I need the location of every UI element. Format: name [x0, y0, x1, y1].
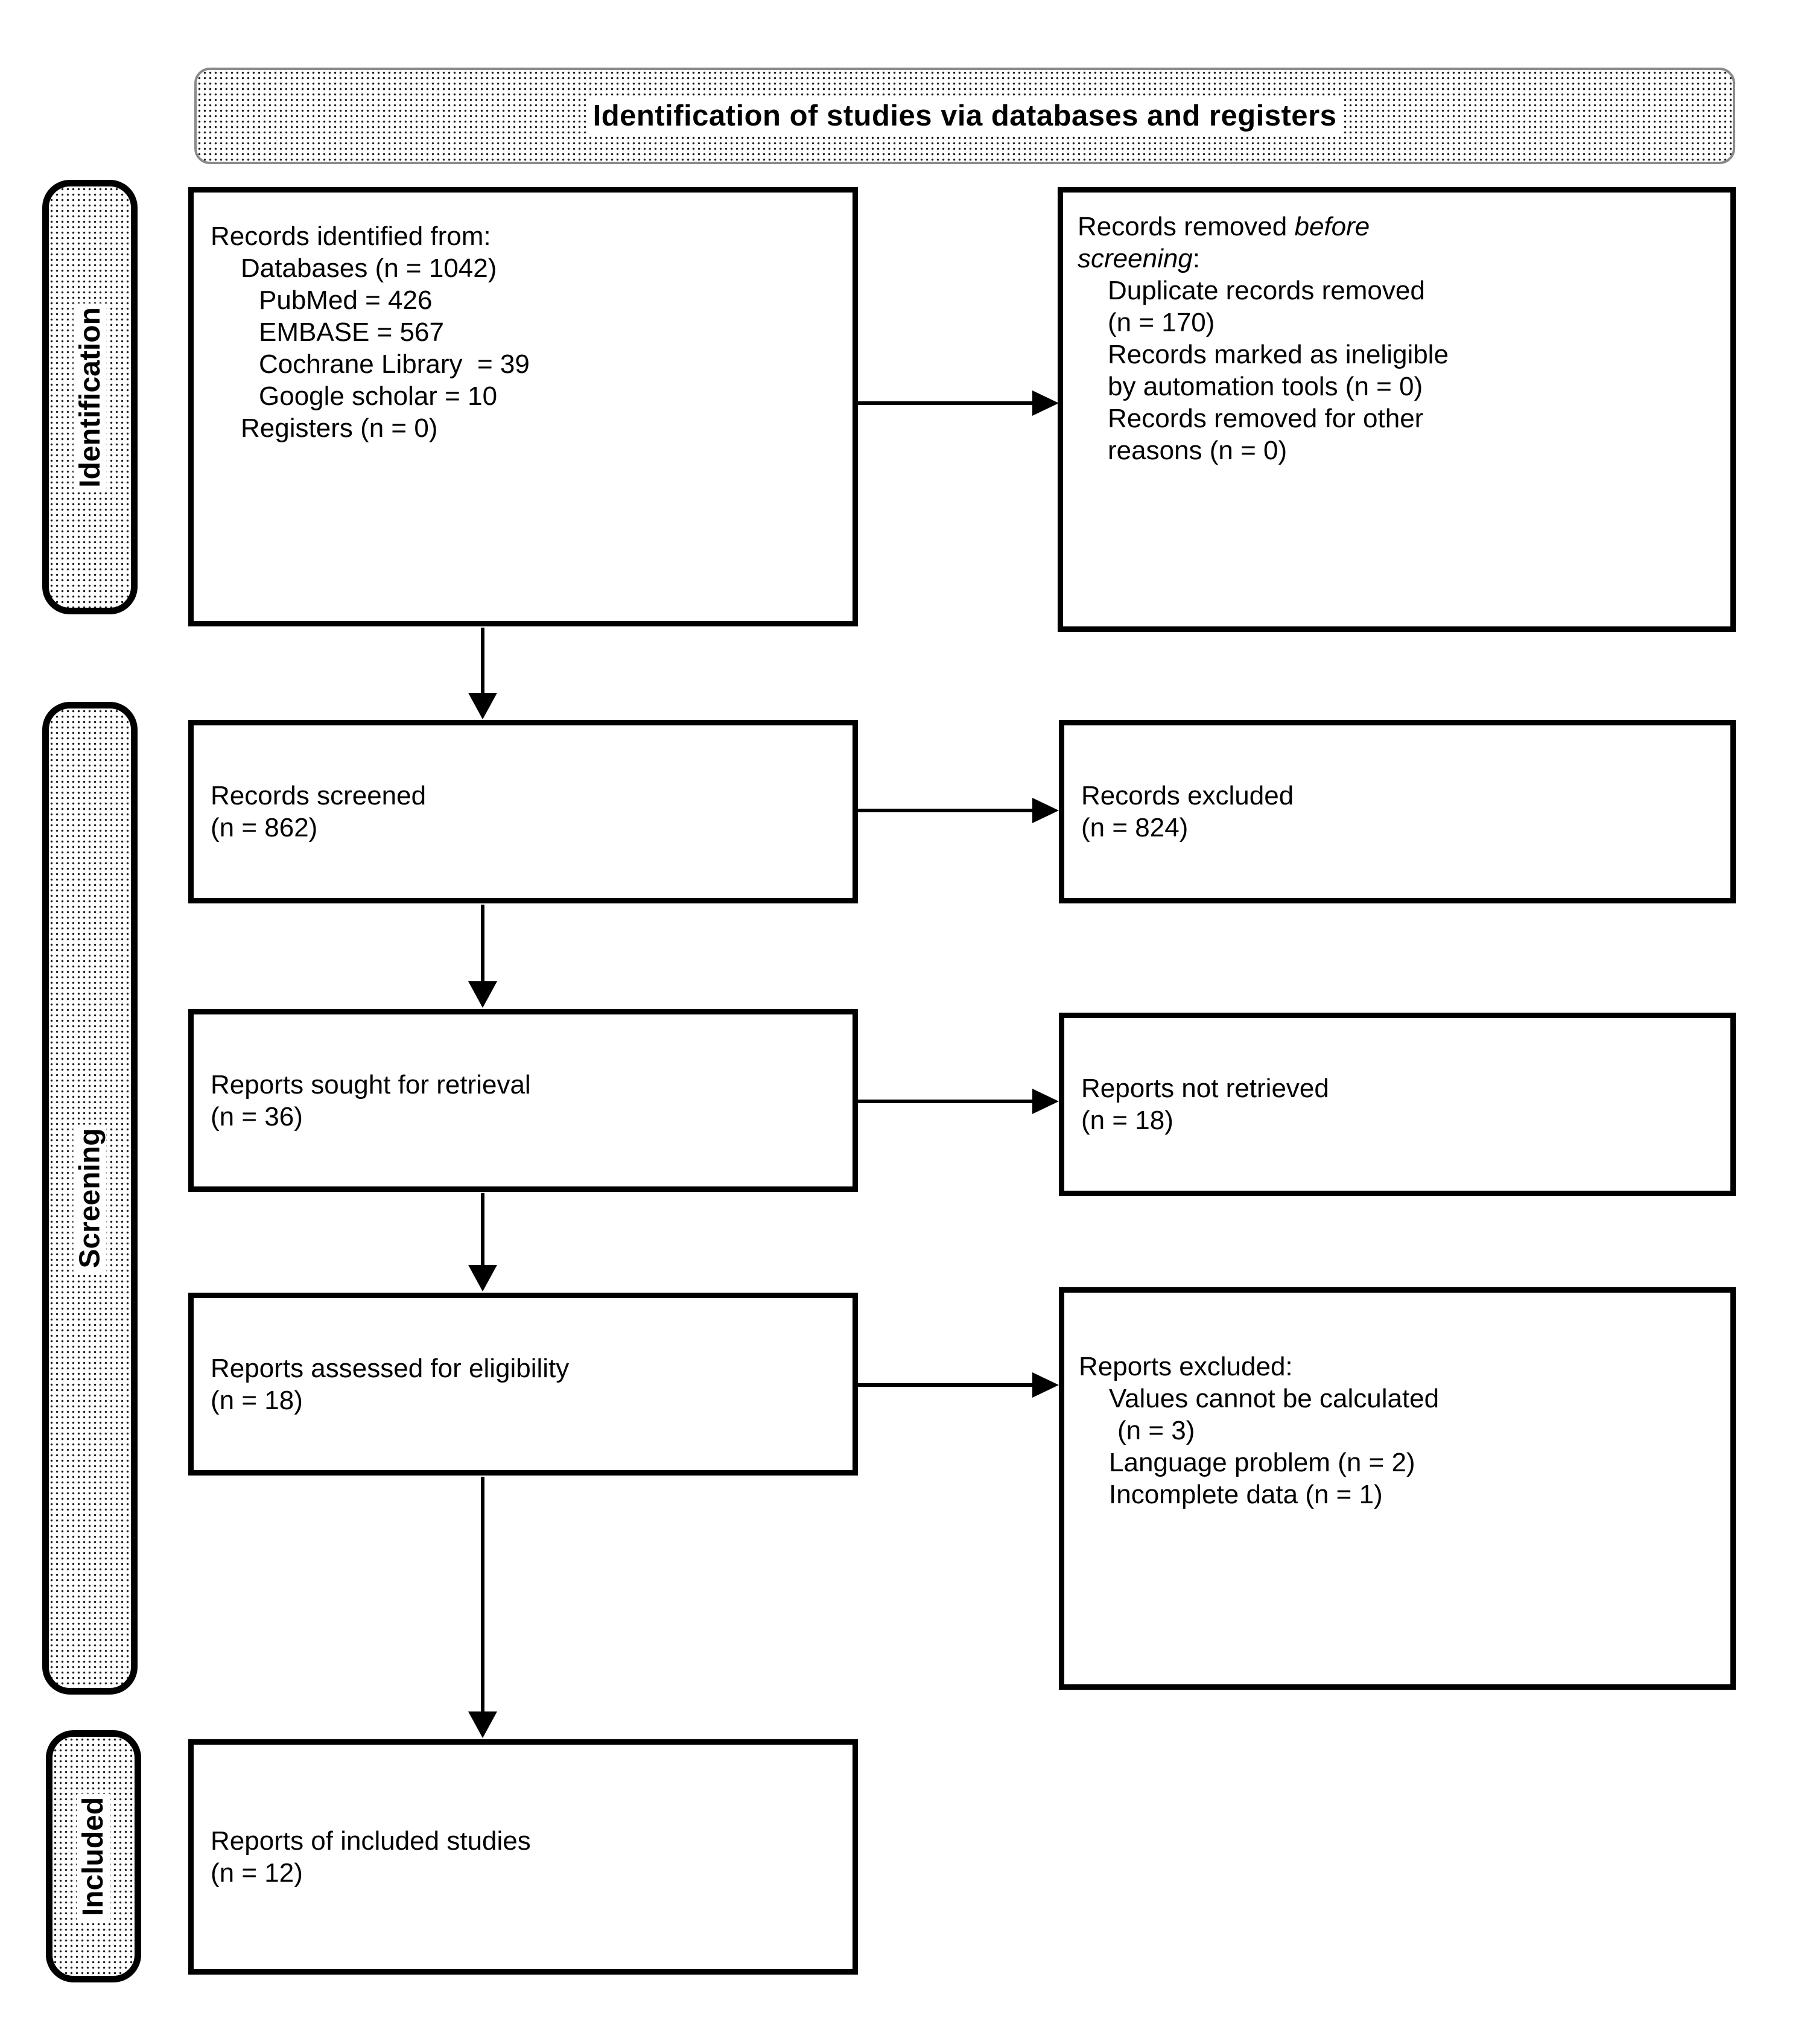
box-records-removed — [1058, 187, 1736, 632]
stage-label-screening-text: Screening — [74, 1124, 107, 1272]
stage-label-included — [46, 1730, 141, 1982]
records-removed-item: (n = 170) — [1108, 308, 1215, 337]
reports-excluded-item: (n = 3) — [1117, 1416, 1195, 1445]
reports-excluded-item: Language problem (n = 2) — [1109, 1448, 1415, 1477]
reports-not-retrieved-label: Reports not retrieved — [1081, 1074, 1329, 1103]
box-reports-sought — [188, 1009, 858, 1192]
records-identified-line: Records identified from: — [211, 221, 491, 251]
stage-label-identification — [42, 180, 138, 614]
box-reports-included — [188, 1739, 858, 1975]
stage-label-screening — [42, 702, 138, 1695]
records-excluded-label: Records excluded — [1081, 781, 1294, 810]
box-records-excluded — [1059, 720, 1736, 903]
reports-excluded-header: Reports excluded: — [1079, 1352, 1293, 1381]
box-reports-excluded — [1059, 1287, 1736, 1690]
records-removed-item: Records removed for other — [1108, 404, 1424, 433]
reports-excluded-item: Values cannot be calculated — [1109, 1384, 1440, 1413]
reports-included-label: Reports of included studies — [211, 1826, 531, 1856]
records-identified-line: PubMed = 426 — [259, 285, 433, 315]
title-banner — [194, 68, 1735, 164]
reports-assessed-label: Reports assessed for eligibility — [211, 1353, 570, 1383]
records-removed-item: Duplicate records removed — [1108, 276, 1425, 305]
records-removed-item: by automation tools (n = 0) — [1108, 372, 1423, 401]
records-identified-line: EMBASE = 567 — [259, 317, 444, 347]
records-removed-title-line1: Records removed before — [1078, 212, 1370, 241]
reports-excluded-item: Incomplete data (n = 1) — [1109, 1480, 1383, 1509]
records-removed-item: reasons (n = 0) — [1108, 436, 1288, 465]
records-removed-title-line2: screening: — [1078, 244, 1201, 273]
box-reports-assessed — [188, 1293, 858, 1476]
records-excluded-count: (n = 824) — [1081, 813, 1189, 842]
reports-included-count: (n = 12) — [211, 1858, 303, 1888]
records-removed-item: Records marked as ineligible — [1108, 340, 1449, 369]
records-screened-label: Records screened — [211, 781, 427, 810]
reports-sought-label: Reports sought for retrieval — [211, 1069, 531, 1100]
stage-label-included-text: Included — [77, 1793, 110, 1919]
box-reports-not-retrieved — [1059, 1013, 1736, 1196]
records-identified-line: Google scholar = 10 — [259, 381, 498, 411]
records-identified-line: Databases (n = 1042) — [241, 253, 497, 283]
reports-not-retrieved-count: (n = 18) — [1081, 1106, 1173, 1135]
records-screened-count: (n = 862) — [211, 813, 318, 842]
box-records-screened — [188, 720, 858, 903]
diagram-title: Identification of studies via databases and registers — [587, 98, 1343, 134]
box-records-identified — [188, 187, 858, 626]
reports-assessed-count: (n = 18) — [211, 1385, 303, 1415]
stage-label-identification-text: Identification — [74, 304, 107, 491]
records-identified-line: Cochrane Library = 39 — [259, 349, 530, 379]
records-identified-line: Registers (n = 0) — [241, 413, 438, 443]
reports-sought-count: (n = 36) — [211, 1101, 303, 1132]
